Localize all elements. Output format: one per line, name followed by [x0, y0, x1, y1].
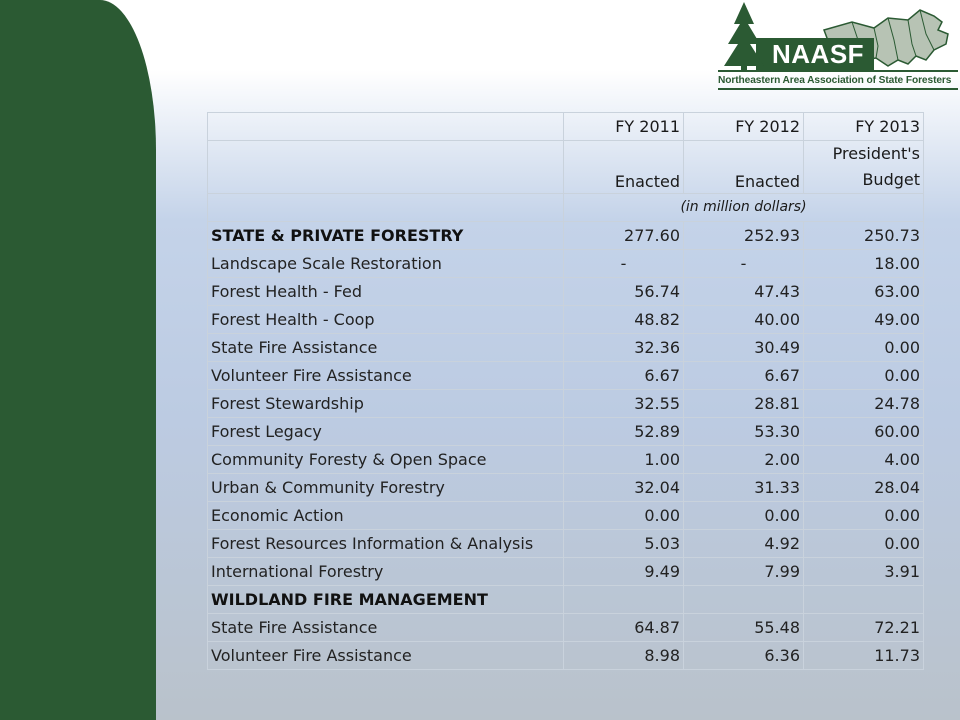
- cell-fy2011: 32.04: [564, 474, 684, 502]
- cell-fy2011: 0.00: [564, 502, 684, 530]
- cell-fy2011: 6.67: [564, 362, 684, 390]
- header-fy2011: FY 2011: [564, 113, 684, 141]
- cell-fy2013: 63.00: [804, 278, 924, 306]
- row-label: Forest Resources Information & Analysis: [208, 530, 564, 558]
- cell-fy2012: [684, 586, 804, 614]
- logo-caption: Northeastern Area Association of State Foresters: [718, 75, 952, 86]
- row-label: Forest Health - Fed: [208, 278, 564, 306]
- cell-fy2012: 6.36: [684, 642, 804, 670]
- row-label: State Fire Assistance: [208, 334, 564, 362]
- cell-fy2012: 30.49: [684, 334, 804, 362]
- logo-wordmark: NAASF: [772, 39, 865, 69]
- cell-fy2011: 8.98: [564, 642, 684, 670]
- cell-fy2012: 6.67: [684, 362, 804, 390]
- cell-fy2012: 252.93: [684, 222, 804, 250]
- cell-fy2011: 1.00: [564, 446, 684, 474]
- cell-fy2012: 4.92: [684, 530, 804, 558]
- cell-fy2011: 48.82: [564, 306, 684, 334]
- cell-fy2012: 0.00: [684, 502, 804, 530]
- cell-fy2013: 24.78: [804, 390, 924, 418]
- cell-fy2011: -: [564, 250, 684, 278]
- table-row: [208, 474, 924, 502]
- table-row: [208, 278, 924, 306]
- cell-fy2013: 49.00: [804, 306, 924, 334]
- header-enacted-2011: Enacted: [564, 141, 684, 194]
- row-label: Forest Legacy: [208, 418, 564, 446]
- cell-fy2012: 47.43: [684, 278, 804, 306]
- cell-fy2012: 55.48: [684, 614, 804, 642]
- cell-fy2012: 7.99: [684, 558, 804, 586]
- cell-fy2011: 64.87: [564, 614, 684, 642]
- cell-fy2013: 4.00: [804, 446, 924, 474]
- header-empty-cell: [208, 141, 564, 194]
- cell-fy2013: 0.00: [804, 530, 924, 558]
- table-row: [208, 530, 924, 558]
- cell-fy2011: 32.36: [564, 334, 684, 362]
- table-row: [208, 614, 924, 642]
- table-row: [208, 250, 924, 278]
- table-row: [208, 418, 924, 446]
- row-label: STATE & PRIVATE FORESTRY: [208, 222, 564, 250]
- cell-fy2013: 72.21: [804, 614, 924, 642]
- cell-fy2011: 277.60: [564, 222, 684, 250]
- table-header-row-status: [208, 141, 924, 194]
- header-enacted-2012: Enacted: [684, 141, 804, 194]
- row-label: Landscape Scale Restoration: [208, 250, 564, 278]
- cell-fy2012: 53.30: [684, 418, 804, 446]
- header-fy2013: FY 2013: [804, 113, 924, 141]
- header-presidents: President's: [832, 144, 920, 163]
- left-decorative-band: [0, 0, 156, 720]
- table-row: [208, 446, 924, 474]
- table-row: [208, 642, 924, 670]
- table-row: [208, 362, 924, 390]
- row-label: WILDLAND FIRE MANAGEMENT: [208, 586, 564, 614]
- cell-fy2013: 28.04: [804, 474, 924, 502]
- cell-fy2011: 32.55: [564, 390, 684, 418]
- cell-fy2012: 2.00: [684, 446, 804, 474]
- cell-fy2011: [564, 586, 684, 614]
- cell-fy2012: 40.00: [684, 306, 804, 334]
- row-label: Community Foresty & Open Space: [208, 446, 564, 474]
- cell-fy2013: 0.00: [804, 362, 924, 390]
- row-label: Volunteer Fire Assistance: [208, 642, 564, 670]
- cell-fy2013: 3.91: [804, 558, 924, 586]
- row-label: Forest Health - Coop: [208, 306, 564, 334]
- units-note: (in million dollars): [564, 194, 924, 222]
- cell-fy2013: 11.73: [804, 642, 924, 670]
- cell-fy2011: 9.49: [564, 558, 684, 586]
- row-label: Forest Stewardship: [208, 390, 564, 418]
- cell-fy2013: 0.00: [804, 502, 924, 530]
- cell-fy2011: 52.89: [564, 418, 684, 446]
- table-row: [208, 586, 924, 614]
- table-header-row-units: [208, 194, 924, 222]
- cell-fy2012: 31.33: [684, 474, 804, 502]
- table-row: [208, 306, 924, 334]
- table-row: [208, 334, 924, 362]
- row-label: Urban & Community Forestry: [208, 474, 564, 502]
- cell-fy2013: 60.00: [804, 418, 924, 446]
- cell-fy2011: 5.03: [564, 530, 684, 558]
- cell-fy2013: 18.00: [804, 250, 924, 278]
- budget-table: [207, 112, 924, 670]
- header-fy2012: FY 2012: [684, 113, 804, 141]
- cell-fy2012: -: [684, 250, 804, 278]
- header-empty-cell: [208, 113, 564, 141]
- header-budget: Budget: [862, 170, 920, 189]
- cell-fy2013: [804, 586, 924, 614]
- table-row: [208, 502, 924, 530]
- table-row: [208, 390, 924, 418]
- cell-fy2011: 56.74: [564, 278, 684, 306]
- cell-fy2013: 250.73: [804, 222, 924, 250]
- row-label: Economic Action: [208, 502, 564, 530]
- row-label: State Fire Assistance: [208, 614, 564, 642]
- header-empty-cell: [208, 194, 564, 222]
- table-row: [208, 222, 924, 250]
- row-label: Volunteer Fire Assistance: [208, 362, 564, 390]
- table-row: [208, 558, 924, 586]
- cell-fy2012: 28.81: [684, 390, 804, 418]
- row-label: International Forestry: [208, 558, 564, 586]
- table-header-row-years: [208, 113, 924, 141]
- cell-fy2013: 0.00: [804, 334, 924, 362]
- naasf-logo: [712, 0, 960, 98]
- header-presidents-budget: [804, 141, 924, 194]
